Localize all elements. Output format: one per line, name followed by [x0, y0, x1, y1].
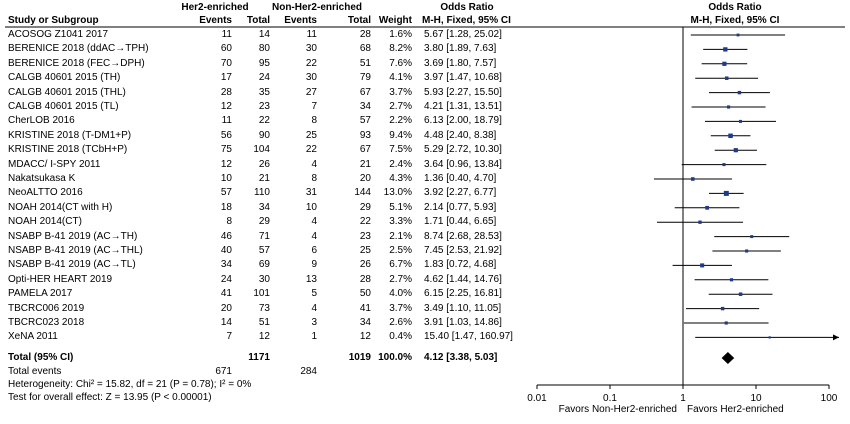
study-name: CALGB 40601 2015 (TH) — [8, 72, 121, 84]
events1-cell: 40 — [220, 245, 232, 256]
total1-cell: 23 — [258, 101, 270, 112]
weight-cell: 6.7% — [389, 259, 412, 271]
study-name: NeoALTTO 2016 — [8, 187, 83, 199]
total-weight: 100.0% — [378, 352, 412, 363]
overall-effect-text: Test for overall effect: Z = 13.95 (P < 0.00001) — [8, 392, 212, 403]
study-name: NOAH 2014(CT) — [8, 216, 82, 228]
events2-cell: 4 — [311, 230, 317, 242]
weight-cell: 2.4% — [389, 158, 412, 170]
study-col-header: Study or Subgroup — [8, 15, 99, 26]
events2-cell: 5 — [311, 288, 317, 300]
events2-cell: 31 — [305, 187, 317, 199]
events2-cell: 25 — [305, 129, 317, 141]
total2-cell: 50 — [359, 288, 371, 300]
total1-cell: 12 — [258, 331, 270, 343]
total1-cell: 80 — [258, 43, 270, 55]
events1-cell: 28 — [220, 86, 232, 98]
total2-cell: 67 — [359, 86, 371, 98]
total2-cell: 67 — [359, 144, 371, 156]
total-label: Total (95% CI) — [8, 352, 74, 363]
total2-cell: 34 — [359, 317, 371, 328]
pooled-diamond — [722, 352, 735, 364]
events1-cell: 56 — [220, 129, 232, 141]
events2-cell: 3 — [311, 317, 317, 328]
x-tick-label: 10 — [750, 393, 762, 404]
events2-cell: 4 — [311, 302, 317, 314]
total2-cell: 23 — [359, 230, 371, 242]
study-name: CALGB 40601 2015 (THL) — [8, 86, 126, 98]
total2-cell: 144 — [354, 187, 371, 199]
weight-cell: 2.2% — [389, 115, 412, 127]
favors-left-label: Favors Non-Her2-enriched — [558, 404, 677, 415]
events2-cell: 4 — [311, 216, 317, 228]
ci-cell: 6.15 [2.25, 16.81] — [424, 288, 502, 300]
x-tick-label: 100 — [820, 393, 838, 404]
total1-cell: 69 — [258, 259, 270, 271]
events1-cell: 24 — [220, 273, 232, 285]
weight-cell: 4.3% — [389, 173, 412, 184]
events2-cell: 9 — [311, 259, 317, 271]
total-t1: 1171 — [248, 352, 270, 363]
events1-cell: 75 — [220, 144, 232, 156]
study-name: NSABP B-41 2019 (AC→TL) — [8, 259, 136, 271]
ci-cell: 5.67 [1.28, 25.02] — [424, 29, 502, 40]
events1-cell: 7 — [226, 331, 232, 343]
ci-cell: 6.13 [2.00, 18.79] — [424, 115, 502, 127]
weight-cell: 1.6% — [389, 29, 412, 40]
total1-cell: 71 — [258, 230, 270, 242]
study-point — [723, 47, 727, 51]
ci-cell: 15.40 [1.47, 160.97] — [424, 331, 513, 343]
weight-cell: 2.7% — [389, 101, 412, 112]
events1-cell: 20 — [220, 302, 232, 314]
events2-cell: 30 — [305, 43, 317, 55]
or-left-header: Odds Ratio — [440, 2, 494, 13]
total1-cell: 29 — [258, 216, 270, 228]
total-ci: 4.12 [3.38, 5.03] — [424, 352, 498, 363]
study-name: KRISTINE 2018 (T-DM1+P) — [8, 129, 132, 141]
weight-cell: 7.6% — [389, 57, 412, 69]
ci-cell: 3.80 [1.89, 7.63] — [424, 43, 497, 55]
weight-cell: 2.6% — [389, 317, 412, 328]
events2-cell: 8 — [311, 115, 317, 127]
study-name: CherLOB 2016 — [8, 115, 75, 127]
total1-cell: 51 — [258, 317, 270, 328]
study-name: ACOSOG Z1041 2017 — [8, 29, 109, 40]
study-point — [722, 62, 726, 66]
total1-cell: 30 — [258, 273, 270, 285]
events2-cell: 30 — [305, 72, 317, 84]
total1-cell: 22 — [258, 115, 270, 127]
study-point — [691, 177, 695, 181]
study-name: MDACC/ I-SPY 2011 — [8, 158, 101, 170]
total1-cell: 14 — [258, 29, 270, 40]
events2-cell: 6 — [311, 245, 317, 256]
study-name: Opti-HER HEART 2019 — [8, 273, 113, 285]
total1-cell: 57 — [258, 245, 270, 256]
events1-cell: 14 — [220, 317, 232, 328]
total2-cell: 51 — [359, 57, 371, 69]
total2-header: Total — [347, 15, 371, 26]
study-name: Nakatsukasa K — [8, 173, 76, 184]
events1-cell: 70 — [220, 57, 232, 69]
study-point — [734, 148, 738, 152]
group2-header: Non-Her2-enriched — [271, 2, 362, 13]
weight-cell: 2.5% — [389, 245, 412, 256]
weight-cell: 9.4% — [389, 129, 412, 141]
study-name: BERENICE 2018 (ddAC→TPH) — [8, 43, 149, 55]
study-point — [724, 191, 729, 196]
heterogeneity-text: Heterogeneity: Chi² = 15.82, df = 21 (P = 0.78); I² = 0% — [8, 379, 252, 390]
x-tick-label: 0.1 — [603, 393, 617, 404]
total1-cell: 101 — [253, 288, 270, 300]
weight-header: Weight — [378, 15, 412, 26]
ci-cell: 2.14 [0.77, 5.93] — [424, 201, 497, 213]
events1-cell: 57 — [220, 187, 232, 199]
study-point — [739, 120, 742, 123]
events2-cell: 27 — [305, 86, 317, 98]
study-name: NSABP B-41 2019 (AC→TH) — [8, 230, 138, 242]
total1-cell: 90 — [258, 129, 270, 141]
total1-cell: 21 — [258, 173, 270, 184]
total2-cell: 28 — [359, 29, 371, 40]
ci-cell: 5.93 [2.27, 15.50] — [424, 86, 502, 98]
method-left-header: M-H, Fixed, 95% CI — [422, 15, 511, 26]
x-tick-label: 1 — [680, 393, 686, 404]
total1-cell: 95 — [258, 57, 270, 69]
events1-cell: 18 — [220, 201, 232, 213]
or-right-header: Odds Ratio — [708, 2, 762, 13]
study-point — [722, 163, 725, 166]
total-events-e2: 284 — [300, 366, 317, 377]
ci-cell: 5.29 [2.72, 10.30] — [424, 144, 502, 156]
ci-cell: 4.21 [1.31, 13.51] — [424, 101, 502, 112]
weight-cell: 4.1% — [389, 72, 412, 84]
study-point — [739, 292, 742, 295]
total1-cell: 110 — [254, 187, 270, 199]
study-name: TBCRC006 2019 — [8, 302, 85, 314]
study-name: TBCRC023 2018 — [8, 317, 85, 328]
ci-cell: 3.64 [0.96, 13.84] — [424, 158, 502, 170]
study-point — [705, 206, 709, 210]
events2-cell: 1 — [311, 331, 317, 343]
events1-cell: 34 — [220, 259, 232, 271]
total2-cell: 34 — [359, 101, 371, 112]
ci-cell: 1.83 [0.72, 4.68] — [424, 259, 497, 271]
total2-cell: 21 — [359, 158, 371, 170]
weight-cell: 13.0% — [383, 187, 412, 199]
events1-cell: 60 — [220, 43, 232, 55]
study-name: CALGB 40601 2015 (TL) — [8, 101, 119, 112]
weight-cell: 3.7% — [389, 86, 412, 98]
study-name: PAMELA 2017 — [8, 288, 73, 300]
weight-cell: 3.3% — [389, 216, 412, 228]
method-right-header: M-H, Fixed, 95% CI — [690, 15, 780, 26]
study-point — [738, 91, 741, 94]
study-name: NSABP B-41 2019 (AC→THL) — [8, 245, 143, 256]
study-point — [698, 221, 701, 224]
events2-cell: 4 — [311, 158, 317, 170]
events2-cell: 11 — [306, 29, 317, 40]
weight-cell: 3.7% — [389, 302, 412, 314]
study-name: XeNA 2011 — [8, 331, 58, 343]
events2-cell: 7 — [311, 101, 317, 112]
study-name: NOAH 2014(CT with H) — [8, 201, 113, 213]
total2-cell: 41 — [359, 302, 371, 314]
study-point — [737, 34, 740, 37]
total1-cell: 26 — [258, 158, 270, 170]
ci-cell: 1.71 [0.44, 6.65] — [424, 216, 497, 228]
ci-cell: 1.36 [0.40, 4.70] — [424, 173, 497, 184]
total-events-e1: 671 — [215, 366, 232, 377]
study-name: BERENICE 2018 (FEC→DPH) — [8, 57, 145, 69]
study-point — [769, 336, 771, 338]
favors-right-label: Favors Her2-enriched — [687, 404, 784, 415]
events1-cell: 46 — [220, 230, 232, 242]
weight-cell: 4.0% — [389, 288, 412, 300]
study-point — [725, 76, 729, 80]
ci-arrow — [833, 334, 839, 340]
study-point — [725, 321, 728, 324]
total2-cell: 25 — [359, 245, 371, 256]
total2-cell: 68 — [359, 43, 371, 55]
ci-cell: 3.91 [1.03, 14.86] — [424, 317, 502, 328]
ci-cell: 8.74 [2.68, 28.53] — [424, 230, 502, 242]
total1-cell: 73 — [258, 302, 270, 314]
total2-cell: 57 — [359, 115, 371, 127]
study-name: KRISTINE 2018 (TCbH+P) — [8, 144, 128, 156]
ci-cell: 7.45 [2.53, 21.92] — [424, 245, 502, 256]
weight-cell: 8.2% — [389, 43, 412, 55]
total-events-label: Total events — [8, 366, 62, 377]
study-point — [727, 105, 730, 108]
total2-cell: 29 — [359, 201, 371, 213]
events1-cell: 17 — [220, 72, 232, 84]
total-t2: 1019 — [348, 352, 371, 363]
events1-cell: 8 — [226, 216, 232, 228]
total2-cell: 79 — [359, 72, 371, 84]
ci-cell: 3.92 [2.27, 6.77] — [424, 187, 497, 199]
events1-cell: 41 — [220, 288, 232, 300]
events1-cell: 12 — [220, 101, 232, 112]
group1-header: Her2-enriched — [181, 2, 249, 13]
total2-cell: 22 — [359, 216, 371, 228]
events2-cell: 22 — [305, 144, 317, 156]
events2-header: Events — [284, 15, 317, 26]
events1-cell: 10 — [220, 173, 232, 184]
events1-cell: 11 — [221, 29, 232, 40]
total2-cell: 26 — [359, 259, 371, 271]
events2-cell: 13 — [305, 273, 317, 285]
ci-cell: 3.69 [1.80, 7.57] — [424, 57, 497, 69]
events2-cell: 10 — [305, 201, 317, 213]
total2-cell: 93 — [359, 129, 371, 141]
study-point — [721, 307, 724, 310]
total1-cell: 35 — [258, 86, 270, 98]
weight-cell: 5.1% — [389, 201, 412, 213]
x-tick-label: 0.01 — [527, 393, 547, 404]
weight-cell: 2.7% — [389, 273, 412, 285]
total2-cell: 20 — [359, 173, 371, 184]
total1-cell: 104 — [253, 144, 270, 156]
study-point — [700, 263, 704, 267]
ci-cell: 4.48 [2.40, 8.38] — [424, 129, 497, 141]
weight-cell: 2.1% — [389, 230, 412, 242]
study-point — [730, 278, 733, 281]
events1-header: Events — [199, 15, 232, 26]
study-point — [750, 235, 753, 238]
weight-cell: 7.5% — [389, 144, 412, 156]
total1-cell: 34 — [258, 201, 270, 213]
ci-cell: 3.97 [1.47, 10.68] — [424, 72, 502, 84]
ci-cell: 4.62 [1.44, 14.76] — [424, 273, 502, 285]
total1-header: Total — [246, 15, 270, 26]
events1-cell: 12 — [220, 158, 232, 170]
total1-cell: 24 — [258, 72, 270, 84]
weight-cell: 0.4% — [389, 331, 412, 343]
total2-cell: 12 — [359, 331, 371, 343]
study-point — [745, 249, 748, 252]
total2-cell: 28 — [359, 273, 371, 285]
events2-cell: 22 — [305, 57, 317, 69]
events1-cell: 11 — [221, 115, 232, 127]
study-point — [728, 134, 732, 138]
ci-cell: 3.49 [1.10, 11.05] — [424, 302, 502, 314]
events2-cell: 8 — [311, 173, 317, 184]
